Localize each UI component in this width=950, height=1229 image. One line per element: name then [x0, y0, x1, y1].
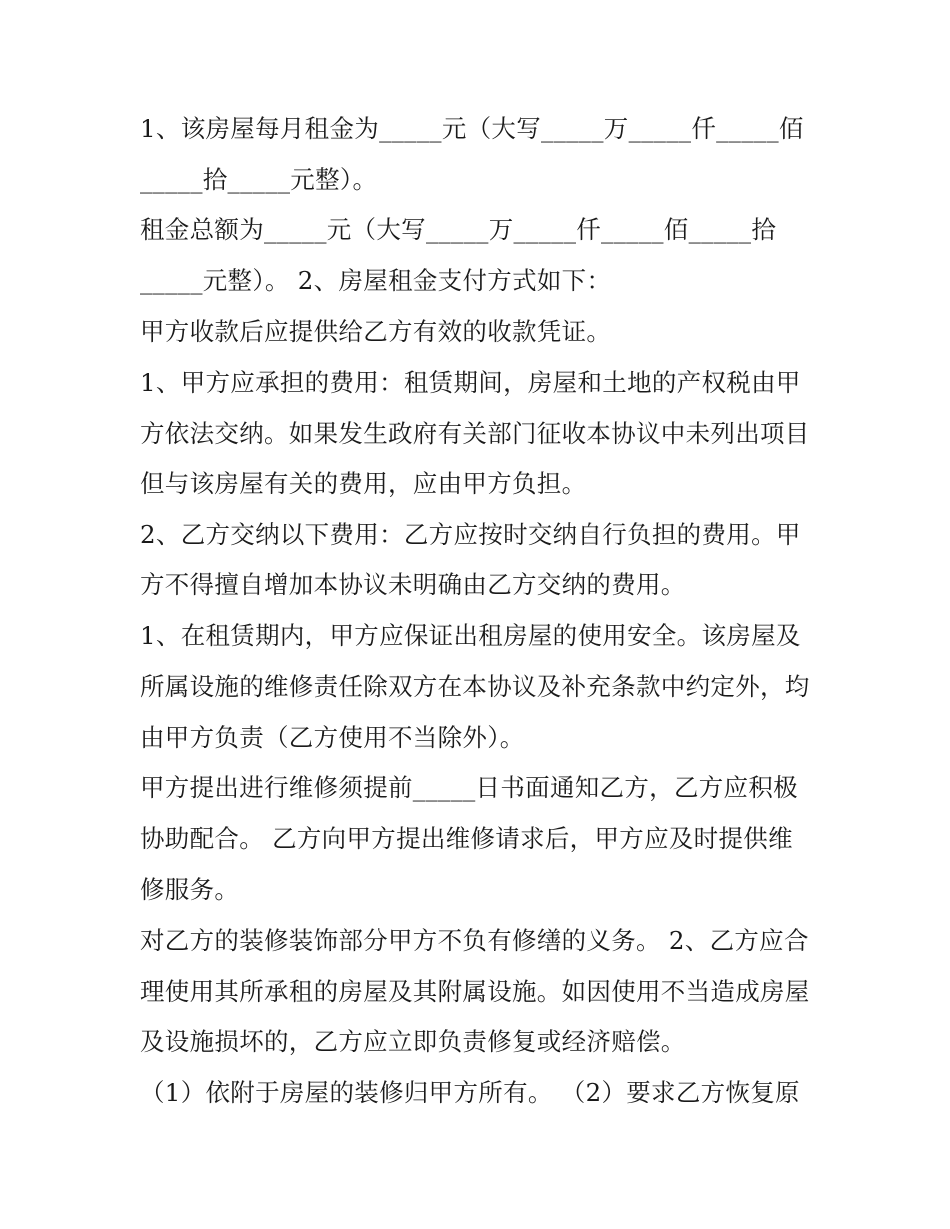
text-line: 及设施损坏的，乙方应立即负责修复或经济赔偿。 [140, 1027, 686, 1056]
text-line: 2、乙方交纳以下费用：乙方应按时交纳自行负担的费用。甲 [140, 520, 801, 549]
text-line: 协助配合。 乙方向甲方提出维修请求后，甲方应及时提供维 [140, 824, 793, 853]
text-line: _____拾_____元整）。 [140, 165, 378, 194]
text-line: 对乙方的装修装饰部分甲方不负有修缮的义务。 2、乙方应合 [140, 926, 809, 955]
text-line: _____元整）。 2、房屋租金支付方式如下： [140, 266, 612, 295]
text-line: 由甲方负责（乙方使用不当除外）。 [140, 723, 525, 752]
text-line: 租金总额为_____元（大写_____万_____仟_____佰_____拾 [140, 215, 777, 244]
text-line: 甲方提出进行维修须提前_____日书面通知乙方，乙方应积极 [140, 773, 798, 802]
text-line: 方依法交纳。如果发生政府有关部门征收本协议中未列出项目 [140, 419, 810, 448]
text-line: 1、在租赁期内，甲方应保证出租房屋的使用安全。该房屋及 [140, 621, 801, 650]
text-line: 所属设施的维修责任除双方在本协议及补充条款中约定外，均 [140, 672, 810, 701]
text-line: （1）依附于房屋的装修归甲方所有。 （2）要求乙方恢复原 [140, 1078, 800, 1107]
text-line: 理使用其所承租的房屋及其附属设施。如因使用不当造成房屋 [140, 977, 810, 1006]
text-line: 方不得擅自增加本协议未明确由乙方交纳的费用。 [140, 570, 686, 599]
text-line: 修服务。 [140, 875, 240, 904]
text-line: 1、该房屋每月租金为_____元（大写_____万_____仟_____佰 [140, 114, 804, 143]
text-line: 甲方收款后应提供给乙方有效的收款凭证。 [140, 317, 612, 346]
text-line: 但与该房屋有关的费用，应由甲方负担。 [140, 469, 587, 498]
text-line: 1、甲方应承担的费用：租赁期间，房屋和土地的产权税由甲 [140, 368, 801, 397]
